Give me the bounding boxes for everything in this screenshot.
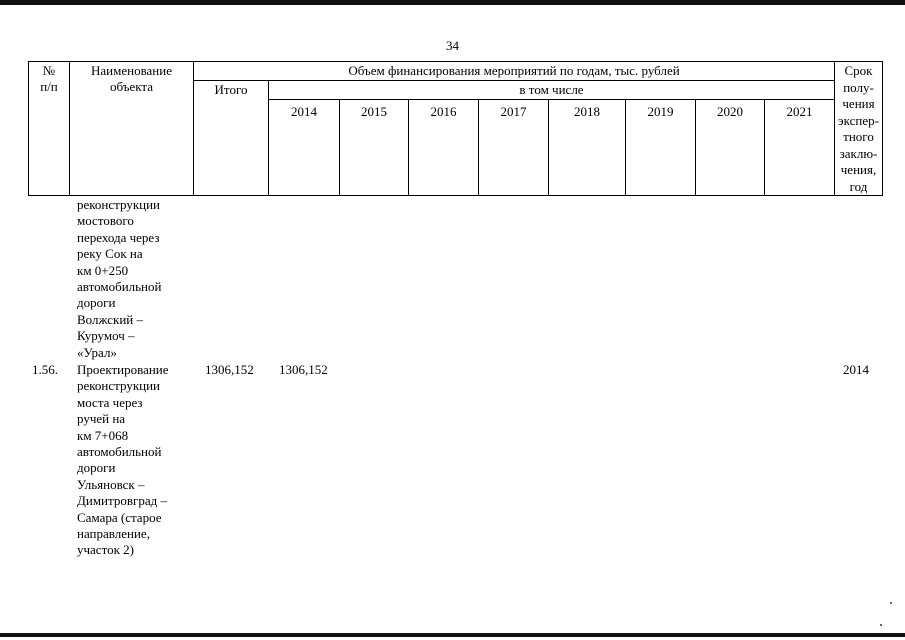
page-number: 34 [446,38,459,53]
header-year-2020: 2020 [717,104,743,119]
row-2014: 1306,152 [279,362,328,377]
bottom-rule [0,633,905,637]
row-name: Проектирование реконструкции моста через ручей на км 7+068 автомобильной дороги Ульяновск – Димитровград – Самара (старое направление, участок 2) [77,362,169,558]
header-year-2021: 2021 [786,104,813,119]
header-term: Срок полу- чения экспер- тного заклю- чения, год [838,63,879,194]
header-year-2019: 2019 [647,104,674,119]
row-num: 1.56. [32,362,58,377]
row-total: 1306,152 [205,362,254,377]
header-year-2018: 2018 [574,104,600,119]
header-year-2017: 2017 [500,104,527,119]
continued-row-name: реконструкции мостового перехода через реку Сок на км 0+250 автомобильной дороги Волжский – Курумоч – «Урал» [77,197,162,360]
header-year-2014: 2014 [291,104,317,119]
scan-speck [880,624,882,626]
row-term: 2014 [843,362,869,377]
scan-speck [890,602,892,604]
header-num: № п/п [40,63,58,94]
header-funding: Объем финансирования мероприятий по годам, тыс. рублей [348,63,680,78]
header-total: Итого [214,82,248,97]
header-name: Наименование объекта [91,63,172,94]
top-rule [0,0,905,5]
header-including: в том числе [519,82,584,97]
header-year-2015: 2015 [361,104,387,119]
header-year-2016: 2016 [430,104,457,119]
